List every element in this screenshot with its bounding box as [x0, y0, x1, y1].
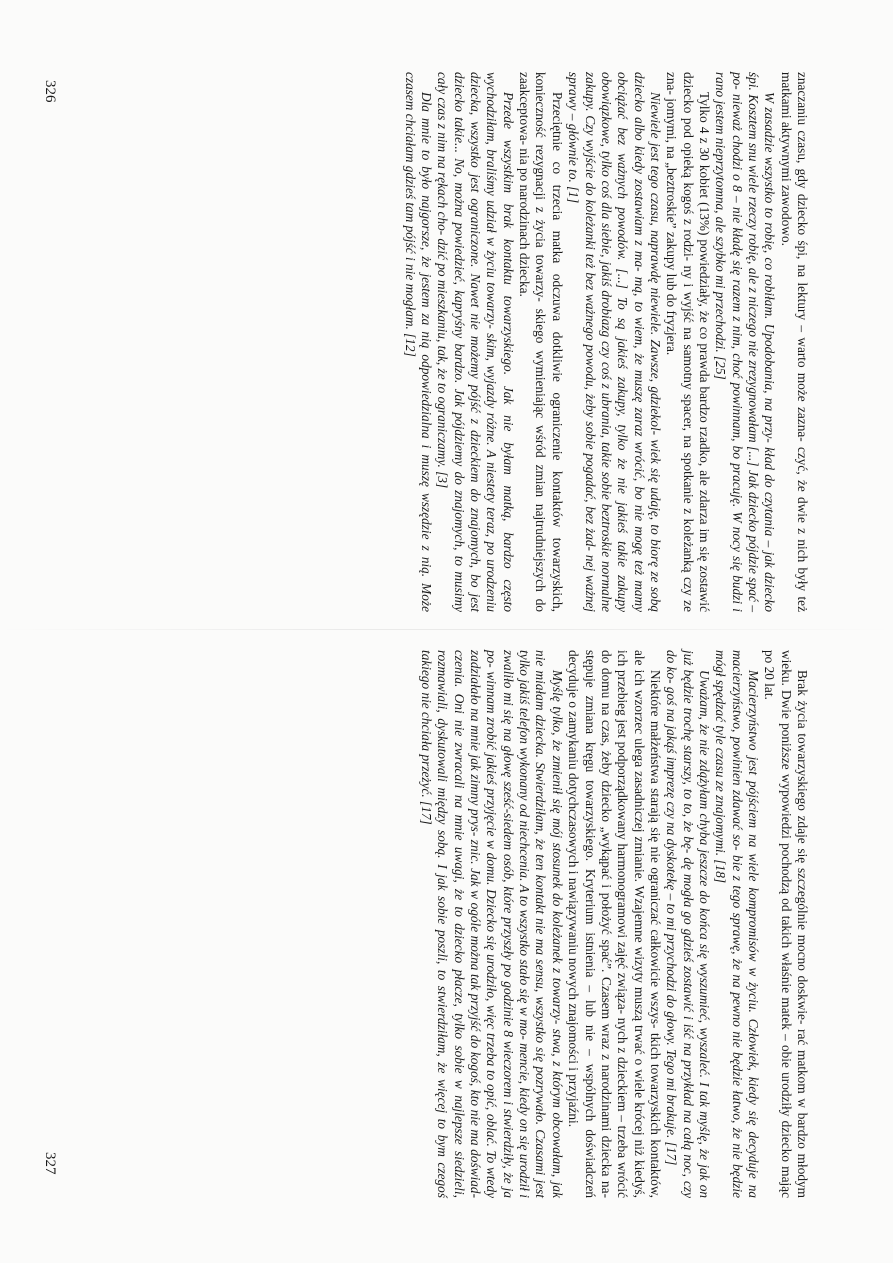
quote-paragraph: Uważam, że nie zdążyłam chyba jeszcze do końca się wyszumieć, wyszaleć. I tak myślę, że jak on już będzie trochę starszy, to to, że bę- dę mogła go gdzieś zostawić i iść na przykład na całą noc, czy do ko- goś na jakąś imprezę czy na dyskotekę – to mi przychodzi do głowy. Tego mi brakuje. [17] [664, 650, 712, 1198]
paragraph: Brak życia towarzyskiego zdaje się szczególnie mocno doskwie- rać matkom w bardzo młodym wieku. Dwie poniższe wypowiedzi pochodzą od takich właśnie matek – obie urodziły dziecko mając po 20 lat. [762, 650, 810, 1198]
quote-paragraph: Macierzyństwo jest pójściem na wiele kompromisów w życiu. Człowiek, kiedy się decyduje na macierzyństwo, powinien zdawać so- bie z tego sprawę, że na pewno nie będzie łatwo, że nie będzie mógł spędzać tyle czasu ze znajomymi. [18] [713, 650, 761, 1198]
quote-paragraph: Myślę tylko, że zmienił się mój stosunek do koleżanek z towarzy- stwa, z którym obcowałam, jak nie miałam dziecka. Stwierdziłam, że ten kontakt nie ma sensu, wszystko się pozrywało. Czasami jest tylko jakiś telefon wykonany od niechcenia. A to wszystko stało się w mo- mencie, kiedy on się urodził i zwaliło mi się na głowę sześć-siedem osób, które przyszły po godzinie 8 wieczorem i stwierdziły, że ja po- winnam zrobić jakieś przyjęcie w domu. Dziecko się urodziło, więc trzeba to opić, oblać. To wtedy zadziałało na mnie jak zimny prys- znic. Jak w ogóle można tak przyjść do kogoś, kto nie ma doświad- czenia. Oni nie zwracali na mnie uwagi, że to dziecko płacze, tylko sobie w najlepsze siedzieli, rozmawiali, dyskutowali między sobą. I jak sobie poszli, to stwierdziłam, że więcej to bym czegoś takiego nie chciała przeżyć. [17] [419, 650, 565, 1198]
quote-paragraph: Przede wszystkim brak kontaktu towarzyskiego. Jak nie byłam matką, bardzo często wychodziłam, braliśmy udział w życiu towarzy- skim, wyjazdy różne. A niestety teraz, po urodzeniu dziecka, wszystko jest ograniczone. Nawet nie możemy pójść z dzieckiem do znajomych, bo jest dziecko takie... No, można powiedzieć, kapryśny bardzo. Jak pójdziemy do znajomych, to musimy cały czas z nim na rękach cho- dzić po mieszkaniu, tak, że to ograniczamy. [3] [435, 72, 516, 612]
page-number-left: 326 [42, 80, 58, 103]
quote-paragraph: Niewiele jest tego czasu, naprawdę niewiele. Zawsze, gdziekol- wiek się udaję, to biorę ze sobą dziecko albo kiedy zostawiam z ma- mą, to wiem, że muszę zaraz wrócić, bo nie mogę też mamy obciążać bez ważnych powodów. [...] To są jakieś zakupy, tylko że nie jakieś takie zakupy obowiązkowe, tylko coś dla siebie, jakiś drobiazg czy coś z ubrania, takie sobie beztroskie normalne zakupy. Czy wyjście do koleżanki też bez ważnego powodu, żeby sobie pogadać, bez żad- nej ważnej sprawy – głównie to. [1] [566, 72, 663, 612]
right-page-text [85, 650, 810, 1198]
paragraph: Niektóre małżeństwa starają się nie ograniczać całkowicie wszys- tkich towarzyskich kontaktów, ale ich wzorzec ulega zasadniczej zmianie. Wzajemne wizyty muszą trwać o wiele krócej niż kiedyś, ich przebieg jest podporządkowany harmonogramowi zajęć związa- nych z dzieckiem – trzeba wrócić do domu na czas, żeby dziecko „wykąpać i położyć spać”. Czasem wraz z narodzinami dziecka na- stępuje zmiana kręgu towarzyskiego. Kryterium istnienia – lub nie – wspólnych doświadczeń decyduje o zamykaniu dotychczasowych i nawiązywaniu nowych znajomości i przyjaźni. [566, 650, 663, 1198]
quote-paragraph: W zasadzie wszystko to robię, co robiłam. Upodobania, na przy- kład do czytania – jak dziecko śpi. Kosztem snu wiele rzeczy robię, ale z niczego nie zrezygnowałam [...] Jak dziecko pójdzie spać – po- nieważ chodzi o 8 – nie kładę się razem z nim, choć powinnam, bo pracuję. W nocy się budzi i rano jestem nieprzytomna, ale szybko mi przechodzi. [25] [713, 72, 778, 612]
page-number-right: 327 [42, 1152, 58, 1175]
paragraph: Przeciętnie co trzecia matka odczuwa dotkliwie ograniczenie kontaktów towarzyskich, konieczność rezygnacji z życia towarzy- skiego wymieniając wśród zmian najtrudniejszych do zaakceptowa- nia po narodzinach dziecka. [517, 72, 565, 612]
quote-paragraph: Dla mnie to było najgorsze, że jestem za nią odpowiedzialna i muszę wszędzie z nią. Może czasem chciałam gdzieś tam pójść i nie mogłam. [12] [402, 72, 435, 612]
page-fold [0, 629, 893, 630]
paragraph: znaczaniu czasu, gdy dziecko śpi, na lektury – warto może zazna- czyć, że dwie z nich były też matkami aktywnymi zawodowo. [778, 72, 810, 612]
paragraph: Tylko 4 z 30 kobiet (13%) powiedziały, że co prawda bardzo rzadko, ale zdarza im się zostawić dziecko pod opieką kogoś z rodzi- ny i wyjść na samotny spacer, na spotkanie z koleżanką czy ze zna- jomymi, na „beztroskie” zakupy lub do fryzjera. [664, 72, 712, 612]
left-page-text [85, 72, 810, 612]
